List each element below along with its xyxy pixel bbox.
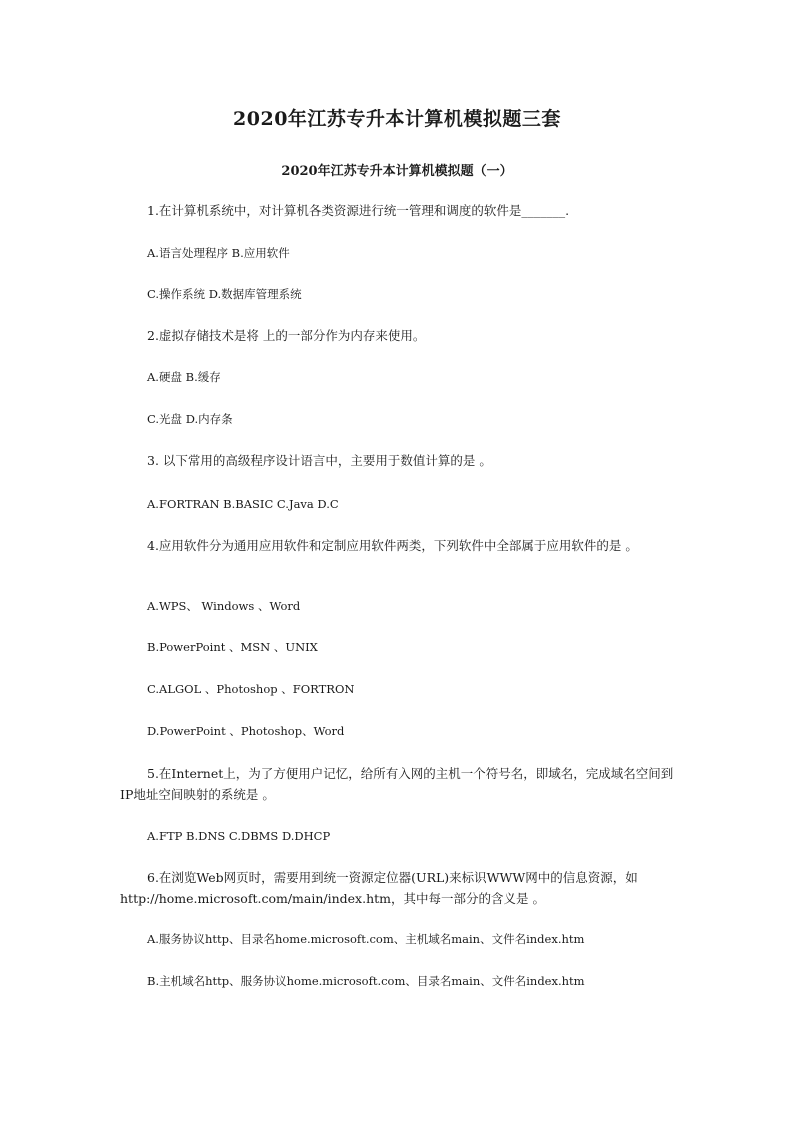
question-4-option-a: A.WPS、 Windows 、Word [147,599,301,613]
question-2-options-ab: A.硬盘 B.缓存 [147,370,221,384]
question-1-options-ab: A.语言处理程序 B.应用软件 [147,246,290,260]
document-subtitle: 2020年江苏专升本计算机模拟题（一） [281,164,513,179]
question-5: 5.在Internet上，为了方便用户记忆，给所有入网的主机一个符号名，即域名，完成域名空间到IP地址空间映射的系统是 。 [120,766,674,802]
question-3-options: A.FORTRAN B.BASIC C.Java D.C [147,497,339,511]
question-5-options: A.FTP B.DNS C.DBMS D.DHCP [147,829,331,843]
question-1-options-cd: C.操作系统 D.数据库管理系统 [147,287,302,301]
question-1: 1.在计算机系统中，对计算机各类资源进行统一管理和调度的软件是_______. [147,203,570,218]
question-2-options-cd: C.光盘 D.内存条 [147,412,233,426]
question-3: 3. 以下常用的高级程序设计语言中，主要用于数值计算的是 。 [147,453,492,468]
question-4-option-d: D.PowerPoint 、Photoshop、Word [147,724,345,738]
question-4: 4.应用软件分为通用应用软件和定制应用软件两类，下列软件中全部属于应用软件的是 。 [147,538,638,553]
document-title: 2020年江苏专升本计算机模拟题三套 [233,108,561,130]
question-2: 2.虚拟存储技术是将 上的一部分作为内存来使用。 [147,328,426,343]
question-6-option-b: B.主机域名http、服务协议home.microsoft.com、目录名main、文件名index.htm [147,974,585,988]
question-4-option-b: B.PowerPoint 、MSN 、UNIX [147,640,318,654]
question-6-option-a: A.服务协议http、目录名home.microsoft.com、主机域名main、文件名index.htm [147,932,585,946]
question-4-option-c: C.ALGOL 、Photoshop 、FORTRON [147,682,355,696]
question-6: 6.在浏览Web网页时，需要用到统一资源定位器(URL)来标识WWW网中的信息资源，如http://home.microsoft.com/main/index.htm，其中每一部分的含义是 。 [120,870,638,906]
